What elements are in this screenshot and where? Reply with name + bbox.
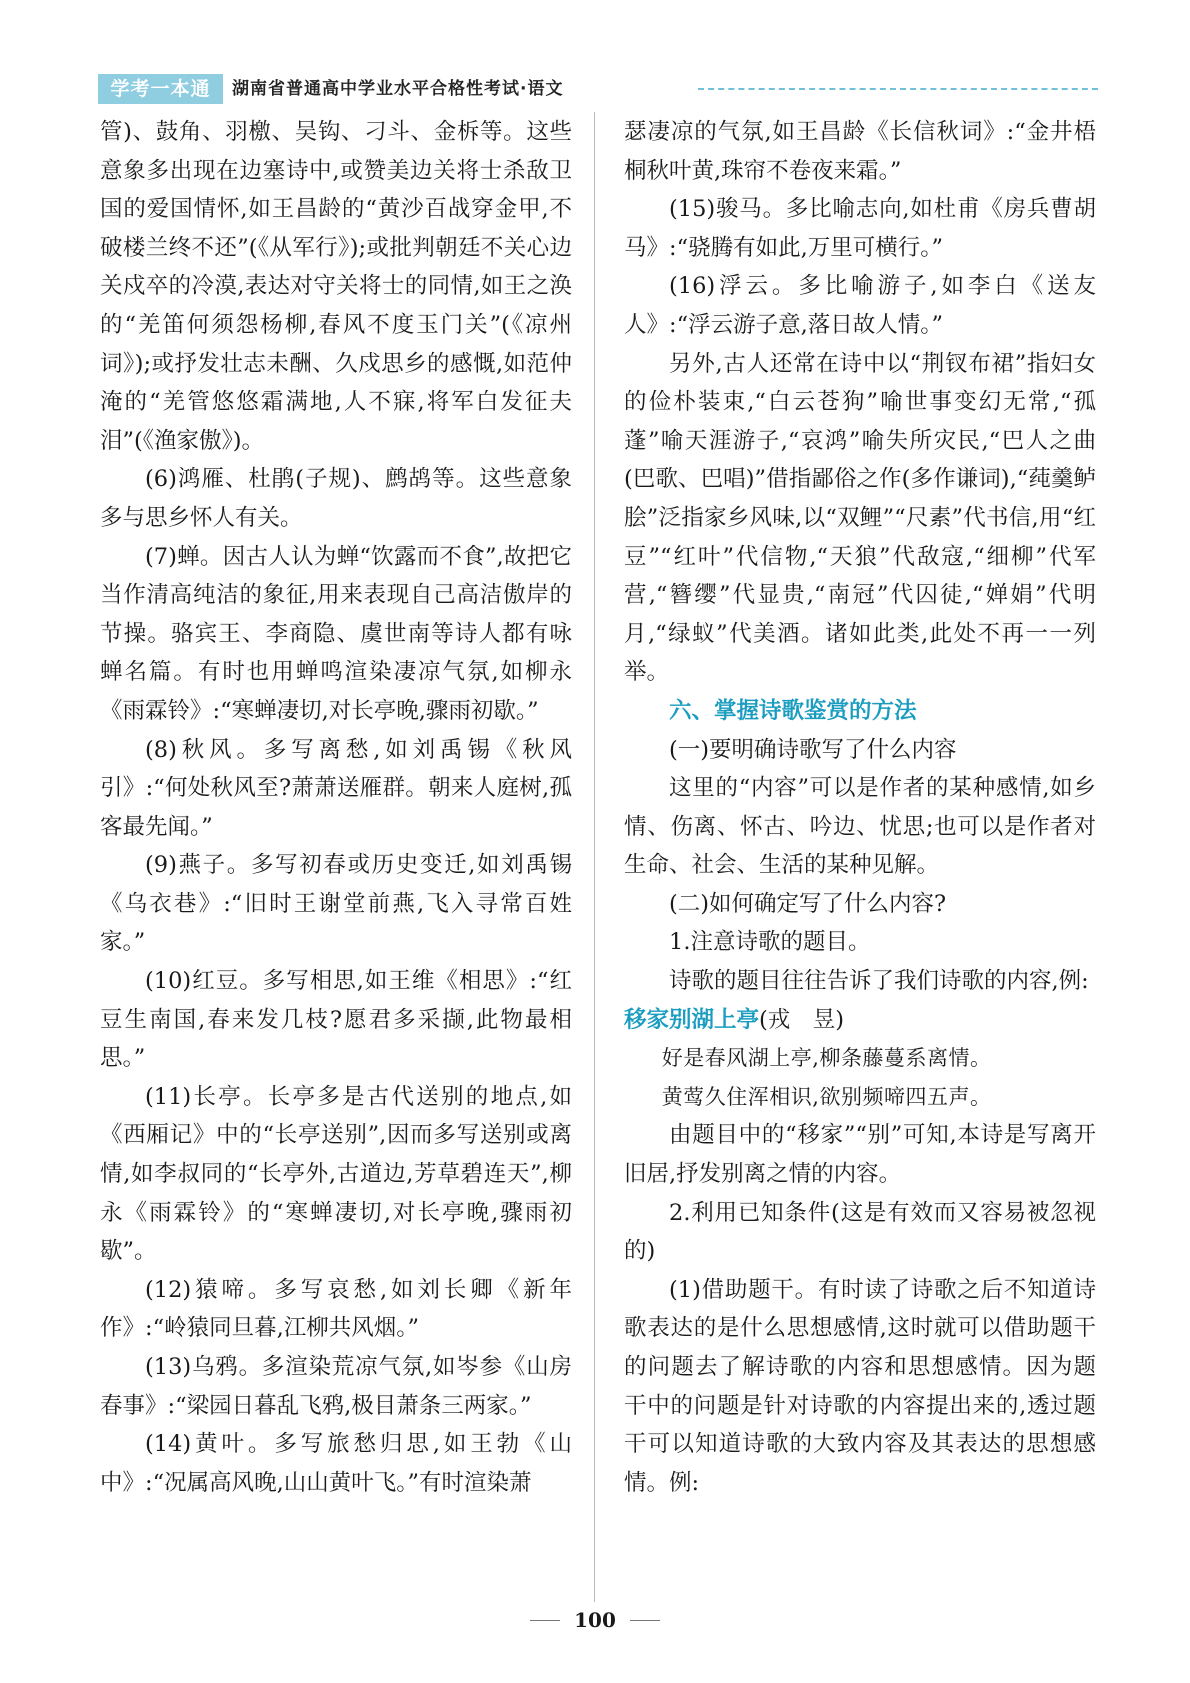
list-item-1: 1.注意诗歌的题目。 bbox=[669, 929, 871, 956]
paragraph-item-14: (14)黄叶。多写旅愁归思,如王勃《山中》:“况属高风晚,山山黄叶飞。”有时渲染萧 bbox=[100, 1431, 572, 1496]
paragraph-continued: 瑟凄凉的气氛,如王昌龄《长信秋词》:“金井梧桐秋叶黄,珠帘不卷夜来霜。” bbox=[624, 119, 1096, 184]
right-column bbox=[624, 113, 1096, 1502]
paragraph-item-12: (12)猿啼。多写哀愁,如刘长卿《新年作》:“岭猿同旦暮,江柳共风烟。” bbox=[100, 1276, 572, 1342]
paragraph-item-7: (7)蝉。因古人认为蝉“饮露而不食”,故把它当作清高纯洁的象征,用来表现自己高洁傲岸的节操。骆宾王、李商隐、虞世南等诗人都有咏蝉名篇。有时也用蝉鸣渲染凄凉气氛,如柳永《雨霖铃》:“寒蝉凄切,对长亭晚,骤雨初歇。” bbox=[100, 543, 572, 724]
poem-line: 好是春风湖上亭,柳条藤蔓系离情。 bbox=[661, 1046, 992, 1071]
list-item-2: 2.利用已知条件(这是有效而又容易被忽视的) bbox=[624, 1199, 1096, 1265]
paragraph-content-definition: 这里的“内容”可以是作者的某种感情,如乡情、伤离、怀古、吟边、忧思;也可以是作者对生命、社会、生活的某种见解。 bbox=[624, 775, 1096, 879]
paragraph-poem-analysis: 由题目中的“移家”“别”可知,本诗是写离开旧居,抒发别离之情的内容。 bbox=[624, 1122, 1096, 1188]
poem-author: (戎 昱) bbox=[759, 1006, 845, 1033]
page-number: 100 bbox=[574, 1608, 616, 1632]
poem-line: 黄莺久住浑相识,欲别频啼四五声。 bbox=[661, 1084, 992, 1109]
paragraph-item-6: (6)鸿雁、杜鹃(子规)、鹧鸪等。这些意象多与思乡怀人有关。 bbox=[100, 466, 572, 531]
paragraph-question-stem: (1)借助题干。有时读了诗歌之后不知道诗歌表达的是什么思想感情,这时就可以借助题干的问题去了解诗歌的内容和思想感情。因为题干中的问题是针对诗歌的内容提出来的,透过题干可以知道诗歌的大致内容及其表达的思想感情。例: bbox=[624, 1276, 1096, 1496]
paragraph-item-9: (9)燕子。多写初春或历史变迁,如刘禹锡《乌衣巷》:“旧时王谢堂前燕,飞入寻常百姓家。” bbox=[100, 852, 572, 956]
footer-dash-left bbox=[530, 1620, 560, 1621]
paragraph-title-hint: 诗歌的题目往往告诉了我们诗歌的内容,例: bbox=[669, 968, 1089, 995]
page-footer bbox=[0, 1608, 1190, 1632]
subheading-2: (二)如何确定写了什么内容? bbox=[669, 890, 947, 917]
paragraph-item-8: (8)秋风。多写离愁,如刘禹锡《秋风引》:“何处秋风至?萧萧送雁群。朝来人庭树,孤客最先闻。” bbox=[100, 736, 572, 840]
series-brand-label: 学考一本通 bbox=[98, 74, 223, 104]
section-heading: 六、掌握诗歌鉴赏的方法 bbox=[669, 697, 917, 724]
running-header bbox=[98, 74, 1098, 104]
paragraph-item-15: (15)骏马。多比喻志向,如杜甫《房兵曹胡马》:“骁腾有如此,万里可横行。” bbox=[624, 196, 1096, 261]
paragraph-item-16: (16)浮云。多比喻游子,如李白《送友人》:“浮云游子意,落日故人情。” bbox=[624, 273, 1096, 338]
header-dashed-rule bbox=[698, 88, 1098, 90]
paragraph-continued: 管)、鼓角、羽檄、吴钩、刁斗、金柝等。这些意象多出现在边塞诗中,或赞美边关将士杀敌卫国的爱国情怀,如王昌龄的“黄沙百战穿金甲,不破楼兰终不还”(《从军行》);或批判朝廷不关心边关戍卒的冷漠,表达对守关将士的同情,如王之涣的“羌笛何须怨杨柳,春风不度玉门关”(《凉州词》);或抒发壮志未酬、久戍思乡的感慨,如范仲淹的“羌管悠悠霜满地,人不寐,将军白发征夫泪”(《渔家傲》)。 bbox=[100, 119, 572, 454]
paragraph-other-images: 另外,古人还常在诗中以“荆钗布裙”指妇女的俭朴装束,“白云苍狗”喻世事变幻无常,“孤蓬”喻天涯游子,“哀鸿”喻失所灾民,“巴人之曲(巴歌、巴唱)”借指鄙俗之作(多作谦词),“莼羹鲈脍”泛指家乡风味,以“双鲤”“尺素”代书信,用“红豆”“红叶”代信物,“天狼”代敌寇,“细柳”代军营,“簪缨”代显贵,“南冠”代囚徒,“婵娟”代明月,“绿蚁”代美酒。诸如此类,此处不再一一列举。 bbox=[624, 350, 1096, 686]
paragraph-item-10: (10)红豆。多写相思,如王维《相思》:“红豆生南国,春来发几枝?愿君多采撷,此物最相思。” bbox=[100, 968, 572, 1072]
column-divider bbox=[594, 112, 595, 1602]
poem-title-text: 移家别湖上亭 bbox=[624, 1006, 760, 1033]
left-column bbox=[100, 113, 572, 1502]
book-title: 湖南省普通高中学业水平合格性考试·语文 bbox=[232, 79, 564, 99]
poem-title bbox=[624, 1001, 1096, 1040]
subheading-1: (一)要明确诗歌写了什么内容 bbox=[669, 736, 957, 763]
paragraph-item-11: (11)长亭。长亭多是古代送别的地点,如《西厢记》中的“长亭送别”,因而多写送别或离情,如李叔同的“长亭外,古道边,芳草碧连天”,柳永《雨霖铃》的“寒蝉凄切,对长亭晚,骤雨初歇”。 bbox=[100, 1083, 572, 1265]
paragraph-item-13: (13)乌鸦。多渲染荒凉气氛,如岑参《山房春事》:“梁园日暮乱飞鸦,极目萧条三两家。” bbox=[100, 1354, 572, 1419]
footer-dash-right bbox=[630, 1620, 660, 1621]
